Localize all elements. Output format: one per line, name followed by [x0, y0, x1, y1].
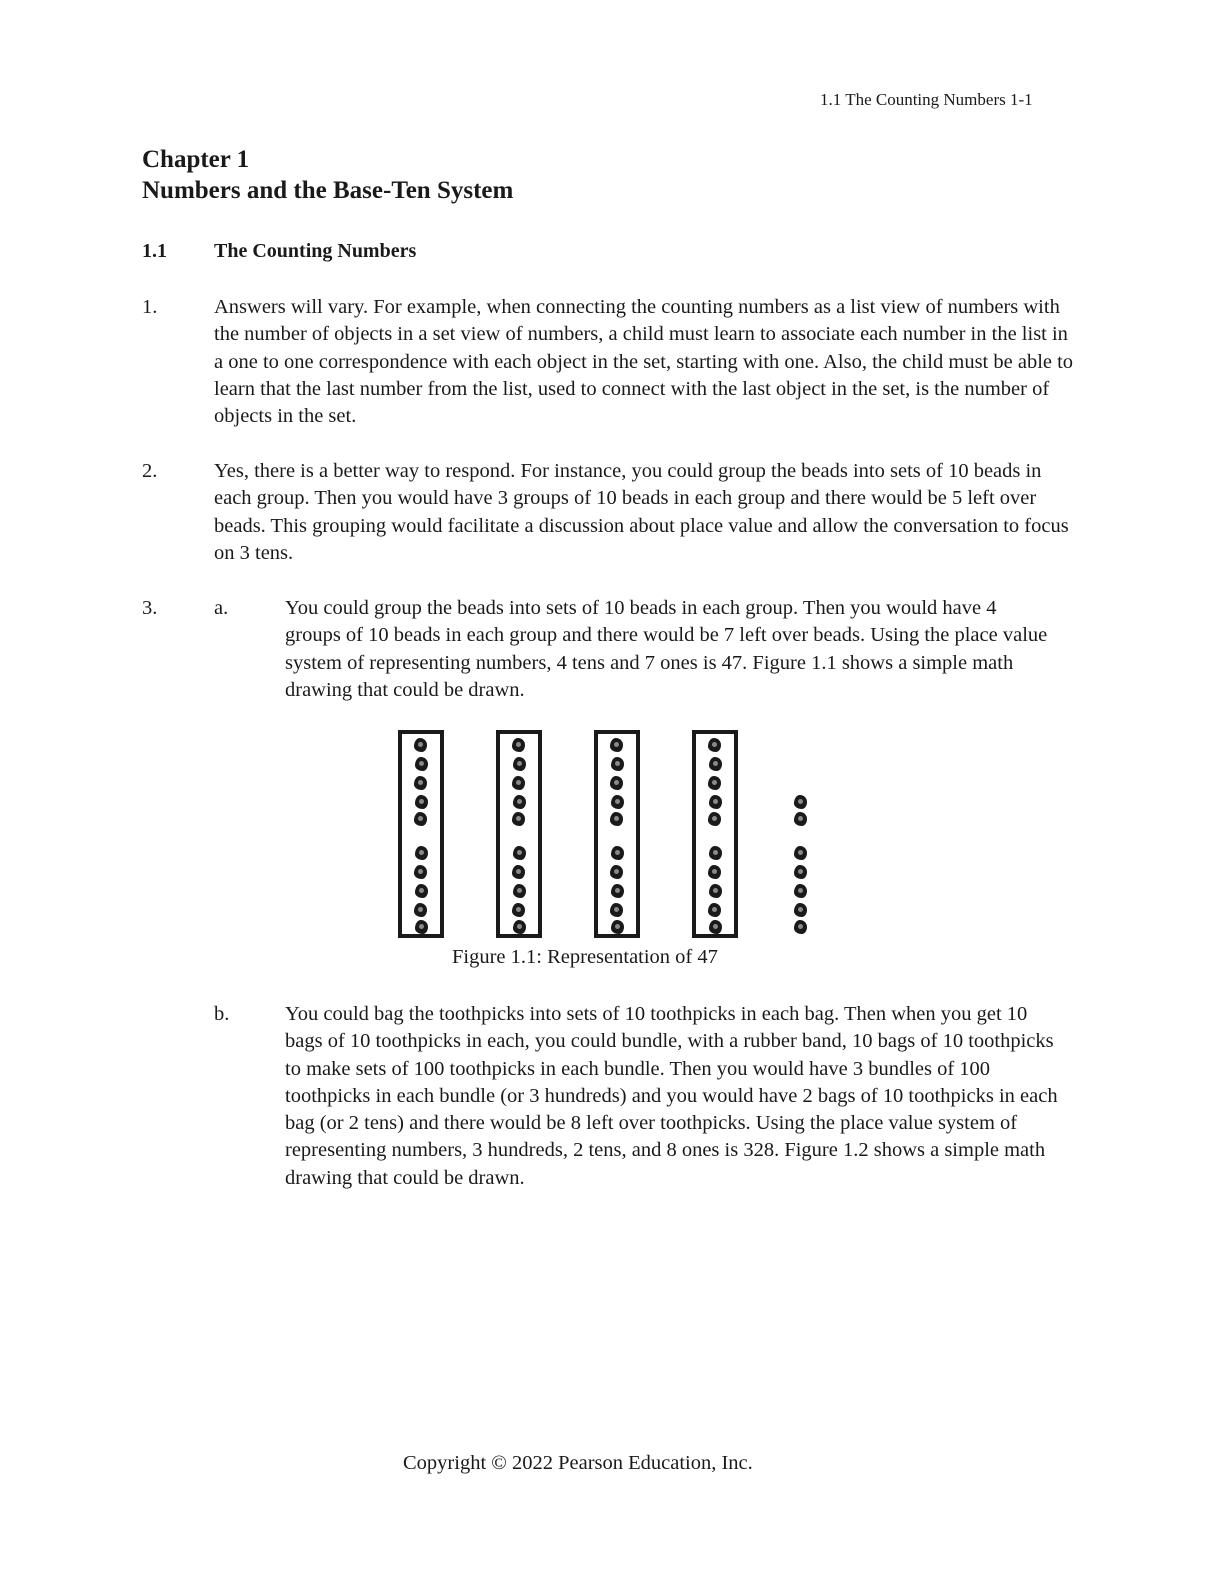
item-number: 3. — [142, 597, 158, 619]
bead-icon — [794, 812, 807, 826]
bead-icon — [512, 865, 525, 879]
chapter-title — [142, 144, 513, 206]
bead-icon — [611, 846, 624, 860]
section-number: 1.1 — [142, 240, 167, 262]
section-title: The Counting Numbers — [214, 240, 417, 262]
bead-icon — [709, 795, 722, 809]
item-number: 2. — [142, 460, 158, 482]
bead-icon — [513, 884, 526, 898]
sub-item-label: a. — [214, 597, 229, 619]
bead-icon — [610, 903, 623, 917]
sub-item-text: You could bag the toothpicks into sets of 10 toothpicks in each bag. Then when you get 10 bags of 10 toothpicks in each, you could bundle, with a rubber band, 10 bags of 10 toothpicks to make sets of 100 toothpicks in each bundle. Then you would have 3 bundles of 100 toothpicks in each bundle (or 3 hundreds) and you would have 2 bags of 10 toothpicks in each bag (or 2 tens) and there would be 8 left over toothpicks. Using the place value system of representing numbers, 3 hundreds, 2 tens, and 8 ones is 328. Figure 1.2 shows a simple math drawing that could be drawn. — [285, 1003, 1058, 1189]
bead-icon — [414, 903, 427, 917]
bead-icon — [415, 757, 428, 771]
answer-item-3a — [142, 595, 1052, 704]
bead-icon — [414, 812, 427, 826]
bead-icon — [794, 920, 807, 934]
sub-item-label: b. — [214, 1003, 230, 1025]
bead-icon — [611, 795, 624, 809]
bead-icon — [513, 757, 526, 771]
bead-icon — [513, 795, 526, 809]
bead-icon — [610, 738, 623, 752]
bead-icon — [709, 920, 722, 934]
answer-item-2 — [142, 458, 1082, 567]
chapter-label: Chapter 1 — [142, 146, 250, 173]
bead-icon — [708, 776, 721, 790]
bead-icon — [709, 884, 722, 898]
bead-icon — [415, 795, 428, 809]
bead-icon — [414, 776, 427, 790]
bead-icon — [611, 757, 624, 771]
bead-icon — [708, 903, 721, 917]
bead-icon — [794, 884, 807, 898]
bead-icon — [512, 903, 525, 917]
bead-icon — [512, 738, 525, 752]
bead-icon — [611, 920, 624, 934]
bead-icon — [512, 776, 525, 790]
bead-icon — [709, 757, 722, 771]
bead-icon — [708, 865, 721, 879]
bead-icon — [512, 812, 525, 826]
figure-caption: Figure 1.1: Representation of 47 — [452, 946, 718, 968]
bead-icon — [794, 846, 807, 860]
bead-icon — [708, 738, 721, 752]
bead-icon — [415, 920, 428, 934]
bead-icon — [513, 920, 526, 934]
bead-icon — [794, 795, 807, 809]
item-text: Yes, there is a better way to respond. For instance, you could group the beads into sets of 10 beads in each group. Then you would have 3 groups of 10 beads in each group and there would be 5 left over beads. This grouping would facilitate a discussion about place value and allow the conversation to focus on 3 tens. — [214, 460, 1069, 564]
sub-item-text: You could group the beads into sets of 10 beads in each group. Then you would have 4 groups of 10 beads in each group and there would be 7 left over beads. Using the place value system of representing numbers, 4 tens and 7 ones is 47. Figure 1.1 shows a simple math drawing that could be drawn. — [285, 597, 1048, 701]
bead-icon — [415, 884, 428, 898]
answer-item-3b — [142, 1001, 1067, 1192]
bead-icon — [610, 776, 623, 790]
item-text: Answers will vary. For example, when connecting the counting numbers as a list view of numbers with the number of objects in a set view of numbers, a child must learn to associate each number in the list in a one to one correspondence with each object in the set, starting with one. Also, the child must be able to learn that the last number from the list, used to connect with the last object in the set, is the number of objects in the set. — [214, 296, 1074, 428]
bead-icon — [708, 812, 721, 826]
bead-icon — [709, 846, 722, 860]
bead-icon — [610, 865, 623, 879]
copyright-footer: Copyright © 2022 Pearson Education, Inc. — [403, 1452, 753, 1474]
bead-icon — [611, 884, 624, 898]
bead-icon — [414, 738, 427, 752]
figure-1-1-bead-drawing — [396, 728, 816, 948]
bead-icon — [415, 846, 428, 860]
bead-icon — [794, 903, 807, 917]
bead-icon — [414, 865, 427, 879]
running-head: 1.1 The Counting Numbers 1-1 — [820, 90, 1033, 109]
chapter-name: Numbers and the Base-Ten System — [142, 177, 514, 204]
item-number: 1. — [142, 296, 158, 318]
bead-icon — [610, 812, 623, 826]
answer-item-1 — [142, 294, 1082, 430]
bead-icon — [794, 865, 807, 879]
bead-icon — [513, 846, 526, 860]
